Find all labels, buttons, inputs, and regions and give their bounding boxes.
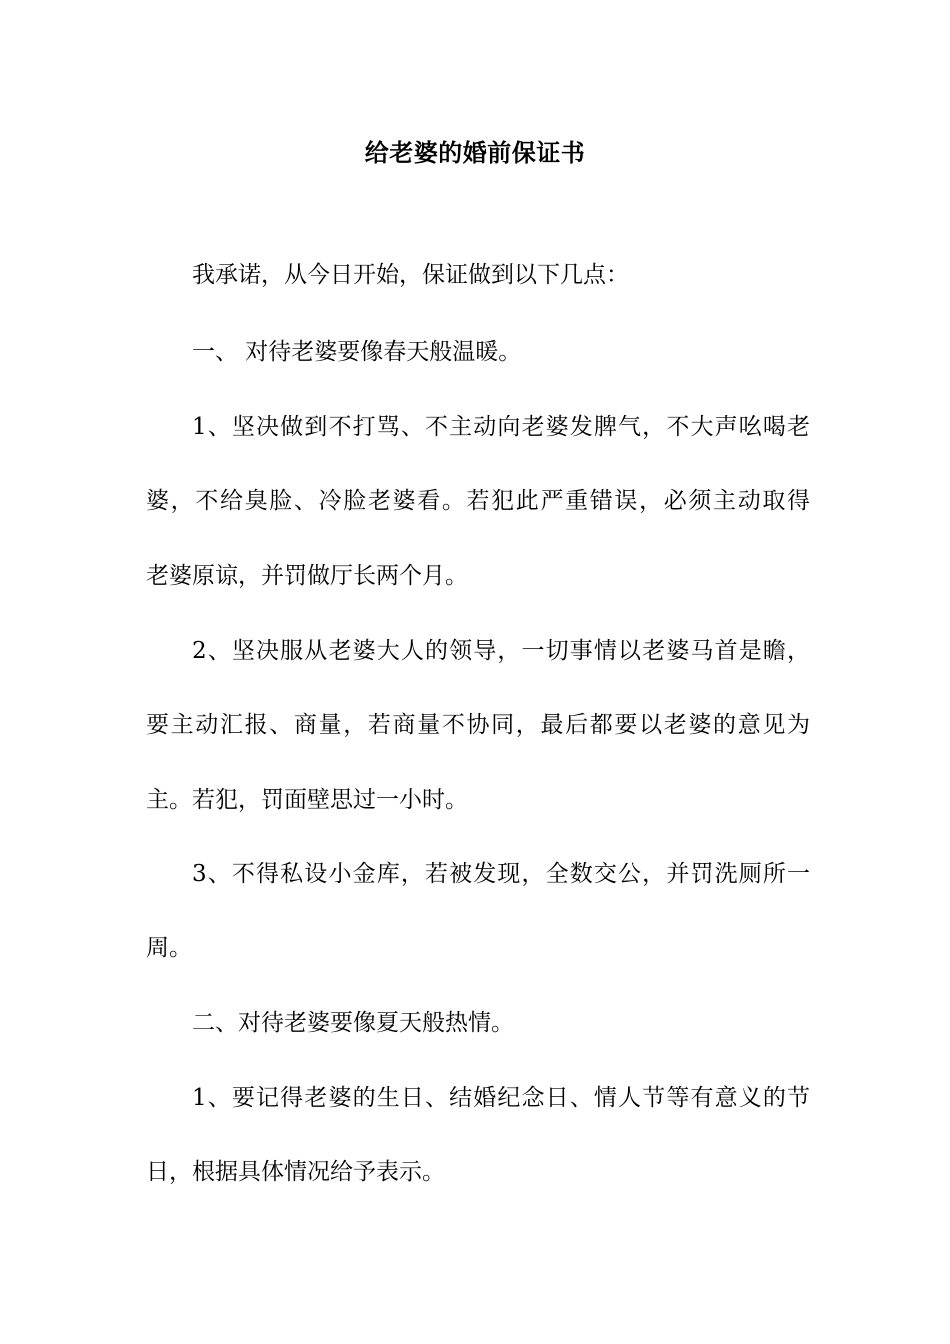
paragraph-line: 我承诺，从今日开始，保证做到以下几点： (192, 262, 629, 288)
paragraph-line: 1、坚决做到不打骂、不主动向老婆发脾气，不大声吆喝老 (192, 414, 810, 440)
paragraph-line: 2、坚决服从老婆大人的领导，一切事情以老婆马首是瞻， (192, 638, 810, 664)
paragraph-line: 周。 (146, 935, 192, 961)
paragraph-line: 老婆原谅，并罚做厅长两个月。 (146, 563, 468, 589)
paragraph-line: 婆，不给臭脸、冷脸老婆看。若犯此严重错误，必须主动取得 (146, 488, 810, 514)
paragraph-line: 要主动汇报、商量，若商量不协同，最后都要以老婆的意见为 (146, 712, 810, 738)
paragraph-line: 3、不得私设小金库，若被发现，全数交公，并罚洗厕所一 (192, 861, 810, 887)
section-heading: 二、对待老婆要像夏天般热情。 (192, 1010, 514, 1036)
document-title: 给老婆的婚前保证书 (364, 138, 586, 167)
section-heading: 一、 对待老婆要像春天般温暖。 (192, 339, 522, 365)
paragraph-line: 日，根据具体情况给予表示。 (146, 1159, 445, 1185)
paragraph-line: 1、要记得老婆的生日、结婚纪念日、情人节等有意义的节 (192, 1085, 810, 1111)
paragraph-line: 主。若犯，罚面壁思过一小时。 (146, 787, 468, 813)
